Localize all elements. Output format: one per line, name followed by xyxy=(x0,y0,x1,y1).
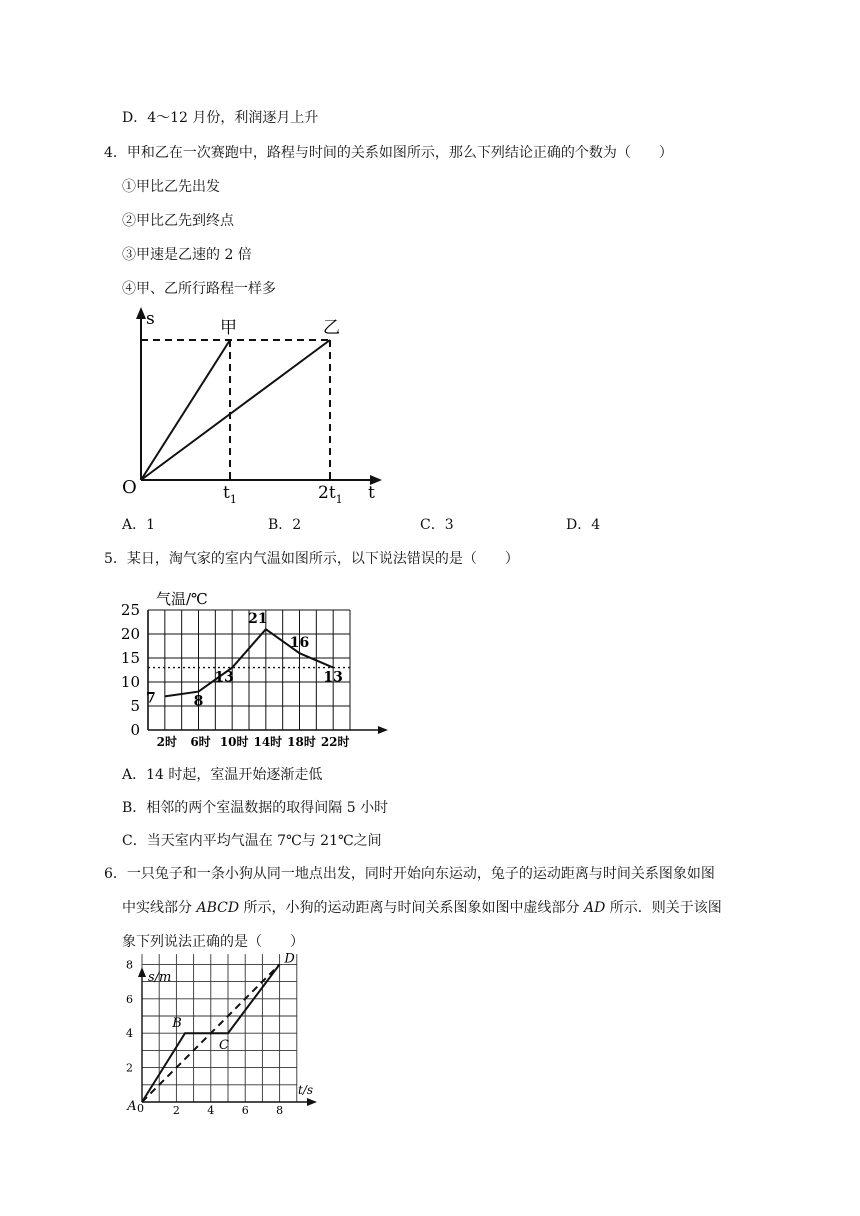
q4-statement-3: ③甲速是乙速的 2 倍 xyxy=(122,247,252,263)
q6-y-tick-label: 8 xyxy=(126,958,133,972)
q5-x-tick-label: 2时 xyxy=(156,735,178,749)
q4-statement-2: ②甲比乙先到终点 xyxy=(122,213,234,229)
q4-tick-2t1: $2t_1$ xyxy=(318,483,343,506)
q4-option-c: C．3 xyxy=(420,517,454,533)
q5-option-c: C．当天室内平均气温在 7℃与 21℃之间 xyxy=(122,833,382,849)
q4-option-b: B．2 xyxy=(268,517,302,533)
q4-line-yi xyxy=(141,340,330,480)
q5-y-label: 气温/℃ xyxy=(156,590,208,608)
q5-y-tick-label: 20 xyxy=(120,625,140,643)
q6-y-label: s/m xyxy=(148,970,172,985)
q5-x-tick-label: 18时 xyxy=(287,735,316,749)
q5-data-label: 21 xyxy=(248,611,268,628)
q4-x-label: t xyxy=(368,483,375,503)
q6-x-tick-label: 2 xyxy=(172,1104,180,1117)
q6-x-label: t/s xyxy=(298,1083,314,1097)
q5-y-tick-label: 15 xyxy=(120,649,140,667)
q6-stem-line-1: 6．一只兔子和一条小狗从同一地点出发，同时开始向东运动，兔子的运动距离与时间关系图象如图 xyxy=(104,866,715,882)
q6-stem-text-a: 中实线部分 xyxy=(122,900,197,916)
q6-stem-ad: AD xyxy=(583,900,606,916)
q6-x-tick-label: 6 xyxy=(241,1104,249,1117)
q5-x-tick-label: 6时 xyxy=(190,735,211,749)
q6-origin-label: 0 xyxy=(137,1102,144,1115)
q6-stem-text-e: 所示．则关于该图 xyxy=(605,900,722,916)
q5-x-tick-label: 22时 xyxy=(320,735,350,749)
q6-point-label: B xyxy=(172,1016,182,1032)
q5-data-label: 13 xyxy=(214,669,234,686)
q4-stem: 4．甲和乙在一次赛跑中，路程与时间的关系如图所示，那么下列结论正确的个数为（ ） xyxy=(104,145,673,161)
q5-chart xyxy=(112,582,397,752)
q4-label-jia: 甲 xyxy=(220,318,237,338)
q6-stem-line-3: 象下列说法正确的是（ ） xyxy=(122,934,304,950)
q6-x-arrow xyxy=(307,1098,317,1106)
q4-statement-4: ④甲、乙所行路程一样多 xyxy=(122,281,276,297)
q4-figure xyxy=(112,302,392,507)
q5-data-label: 16 xyxy=(289,635,310,652)
q6-y-tick-label: 4 xyxy=(126,1027,133,1041)
q5-x-arrow xyxy=(378,726,388,734)
q4-y-label: s xyxy=(146,309,155,329)
q4-line-jia xyxy=(141,340,230,480)
q4-label-yi: 乙 xyxy=(323,318,340,338)
q6-y-tick-label: 2 xyxy=(126,1061,133,1075)
q4-option-d: D．4 xyxy=(566,517,601,533)
q5-y-tick-label: 5 xyxy=(130,697,140,715)
q6-point-label: D xyxy=(284,951,295,967)
q6-x-tick-label: 8 xyxy=(276,1104,284,1117)
q6-point-label: A xyxy=(127,1099,137,1114)
q5-option-b: B．相邻的两个室温数据的取得间隔 5 小时 xyxy=(122,800,389,816)
q6-stem-abcd: ABCD xyxy=(196,900,240,916)
q4-y-arrow xyxy=(136,307,146,319)
q6-stem-text-c: 所示，小狗的运动距离与时间关系图象如图中虚线部分 xyxy=(239,900,584,916)
q4-statement-1: ①甲比乙先出发 xyxy=(122,179,220,195)
q6-point-label: C xyxy=(219,1038,229,1054)
q5-x-tick-label: 10时 xyxy=(219,735,249,749)
q6-stem-line-2 xyxy=(122,898,722,918)
q4-origin-label: O xyxy=(122,477,137,498)
q6-chart xyxy=(112,951,327,1117)
q5-data-label: 13 xyxy=(323,669,343,686)
q4-option-a: A．1 xyxy=(122,517,156,533)
q6-y-arrow xyxy=(138,967,146,977)
q5-option-a: A．14 时起，室温开始逐渐走低 xyxy=(122,767,323,783)
q6-y-tick-label: 6 xyxy=(126,992,133,1006)
q6-x-tick-label: 4 xyxy=(207,1104,215,1117)
q5-y-tick-label: 25 xyxy=(120,601,140,619)
q3-option-d: D．4～12 月份，利润逐月上升 xyxy=(122,110,319,126)
q4-tick-t1: $t_1$ xyxy=(223,483,237,506)
q5-data-label: 7 xyxy=(145,690,156,707)
q5-x-tick-label: 14时 xyxy=(253,735,283,749)
q5-y-tick-label: 10 xyxy=(120,673,140,691)
q5-data-label: 8 xyxy=(193,693,204,710)
q5-stem: 5．某日，淘气家的室内气温如图所示，以下说法错误的是（ ） xyxy=(104,551,519,567)
q5-y-tick-label: 0 xyxy=(130,721,140,739)
